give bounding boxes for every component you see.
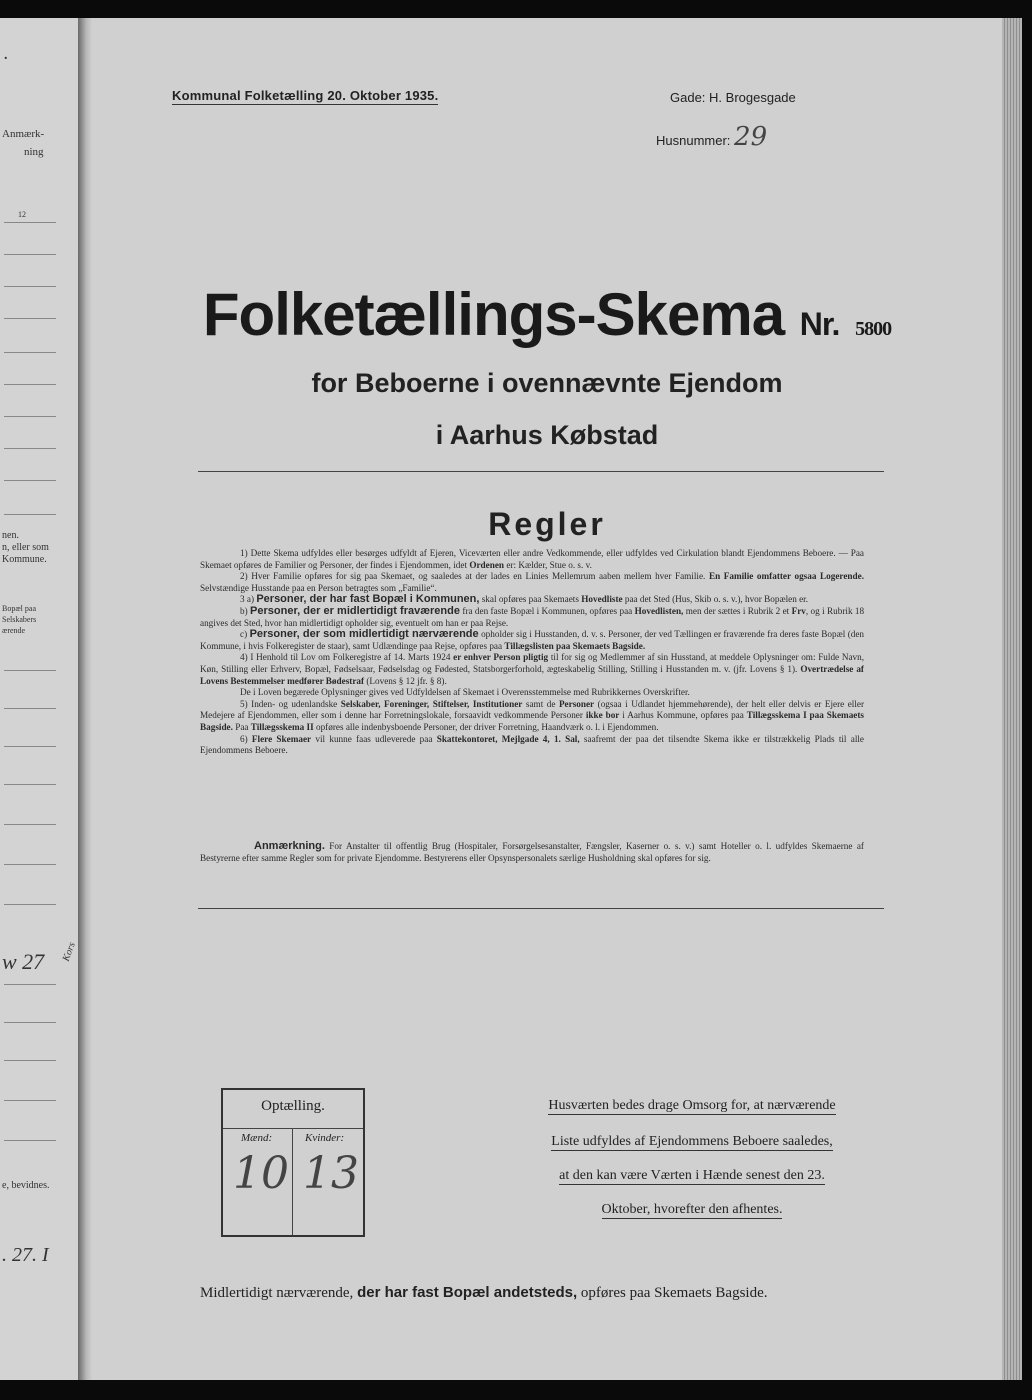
rule-6: 6) Flere Skemaer vil kunne faas udleverede paa Skattekontoret, Mejlgade 4, 1. Sal, saafremt der paa det tilsendte Skema ikke er tilstrækkelig Plads til alle Ejendommens Beboere. <box>200 733 865 756</box>
form-location: i Aarhus Købstad <box>435 420 659 450</box>
women-count: 13 <box>303 1148 359 1199</box>
left-stub: ærende <box>2 626 26 635</box>
remark-label: Anmærkning. <box>254 840 325 852</box>
left-stub: e, bevidnes. <box>2 1180 50 1191</box>
left-handwriting: . 27. I <box>2 1244 49 1266</box>
form-number: 5800 <box>855 318 892 340</box>
rule-1: 1) Dette Skema udfyldes eller besørges udfyldt af Ejeren, Viceværten eller andre Vedkommende, eller udfyldes ved Cirkulation blandt Ejendommens Beboere. — Paa Skemaet opføres de Familier og Personer, der findes i Ejendommen, idet Ordenen er: Kælder, Stue o. s. v. <box>200 548 864 570</box>
house-number-label: Husnummer: <box>656 133 731 148</box>
left-stub: Bopæl paa <box>2 604 36 613</box>
left-handwriting: w 27 <box>2 949 45 974</box>
divider <box>198 471 884 472</box>
notice-line: Husværten bedes drage Omsorg for, at nærværende <box>548 1098 836 1113</box>
notice-line: Oktober, hvorefter den afhentes. <box>601 1202 783 1217</box>
remark-text <box>200 841 864 864</box>
left-stub: Anmærk- <box>2 128 45 140</box>
street-label: Gade: <box>670 90 706 105</box>
rule-4: 4) I Henhold til Lov om Folkeregistre af 14. Marts 1924 er enhver Person pligtig til for sig og Medlemmer af sin Husstand, at meddele Oplysninger om: Fulde Navn, Køn, Stilling eller Erhverv, Bopæl, Fødselsaar, Fødselsdag og Fødested, Statsborgerforhold, ægteskabelig Stilling, Stilling i Husstanden m. v. (jfr. Lovens § 1). Overtrædelse af Lovens Bestemmelser medfører Bødestraf (Lovens § 12 jfr. § 8). <box>200 652 865 686</box>
notice-line: at den kan være Værten i Hænde senest den 23. <box>559 1168 825 1183</box>
women-label: Kvinder: <box>305 1132 345 1144</box>
left-stub: ning <box>24 146 44 158</box>
left-stub: Kommune. <box>2 554 47 565</box>
form-title <box>92 280 1002 349</box>
census-header: Kommunal Folketælling 20. Oktober 1935. <box>172 88 439 103</box>
left-stub: . <box>4 48 8 63</box>
street-value: H. Brogesgade <box>709 90 796 105</box>
street-field <box>670 90 796 105</box>
house-number-field <box>656 122 767 152</box>
men-label: Mænd: <box>241 1132 273 1144</box>
book-binding <box>78 18 92 1380</box>
census-form-page <box>92 18 1002 1380</box>
left-stub: Selskabers <box>2 615 37 624</box>
house-number-value: 29 <box>734 122 768 152</box>
form-title-main: Folketællings-Skema <box>202 281 785 348</box>
divider <box>198 908 884 909</box>
rule-2: 2) Hver Familie opføres for sig paa Skemaet, og saaledes at der lades en Linies Mellemrum aaben mellem hver Familie. En Familie omfatter ogsaa Logerende. Selvstændige Husstande paa en Person betragtes som „Familie“. <box>200 571 864 593</box>
footer-note: Midlertidigt nærværende, der har fast Bopæl andetsteds, opføres paa Skemaets Bagside. <box>200 1284 768 1301</box>
left-page-fragment <box>0 18 88 1380</box>
rule-4b: De i Loven begærede Oplysninger gives ved Udfyldelsen af Skemaet i Overensstemmelse med Rubrikkernes Overskrifter. <box>240 687 690 698</box>
remark-body: For Anstalter til offentlig Brug (Hospitaler, Forsørgelsesanstalter, Fængsler, Kaserner o. s. v.) samt Hoteller o. l. udfyldes Skemaerne af Bestyrerne efter samme Regler som for private Ejendomme. Bestyrerens eller Opsynspersonalets særlige Husholdning skal opføres for sig. <box>200 841 864 863</box>
rule-3c: c) Personer, der som midlertidigt nærværende opholder sig i Husstanden, d. v. s. Personer, der ved Tællingen er fraværende fra deres faste Bopæl (den Kommune, i hvis Folkeregister de staar), samt Udlændinge paa Rejse, opføres paa Tillægslisten paa Skemaets Bagside. <box>200 628 865 651</box>
form-subtitle: for Beboerne i ovennævnte Ejendom <box>311 368 783 398</box>
left-stub: 12 <box>18 210 26 219</box>
left-handwriting: Kors <box>60 940 78 963</box>
form-number-label: Nr. <box>799 306 840 342</box>
rules-heading: Regler <box>488 506 606 542</box>
left-stub: n, eller som <box>2 542 49 553</box>
rule-3b: b) Personer, der er midlertidigt fraværende fra den faste Bopæl i Kommunen, opføres paa Hovedlisten, men der sættes i Rubrik 2 et Frv, og i Rubrik 18 angives det Sted, hvor han midlertidigt opholder sig, eventuelt om han er paa Rejse. <box>200 604 865 628</box>
men-count: 10 <box>233 1148 289 1199</box>
rule-5: 5) Inden- og udenlandske Selskaber, Foreninger, Stiftelser, Institutioner samt de Personer (ogsaa i Udlandet hjemmehørende), der helt eller delvis er Ejere eller Medejere af Ejendommen, eller som i denne har Forretningslokale, forsaavidt vedkommende Personer ikke bor i Aarhus Kommune, opføres paa Tillægsskema I paa Skemaets Bagside. Paa Tillægsskema II opføres alle indenbysboende Personer, der driver Forretning, Haandværk o. l. i Ejendommen. <box>200 698 865 732</box>
page-stack-edge <box>1002 18 1022 1380</box>
count-title: Optælling. <box>261 1098 325 1114</box>
count-box <box>221 1088 365 1237</box>
left-stub: nen. <box>2 530 19 541</box>
rules-text <box>200 548 864 757</box>
rule-3a: 3 a) Personer, der har fast Bopæl i Kommunen, skal opføres paa Skemaets Hovedliste paa det Sted (Hus, Skib o. s. v.), hvor Bopælen er. <box>240 593 809 606</box>
notice-line: Liste udfyldes af Ejendommens Beboere saaledes, <box>551 1134 833 1149</box>
